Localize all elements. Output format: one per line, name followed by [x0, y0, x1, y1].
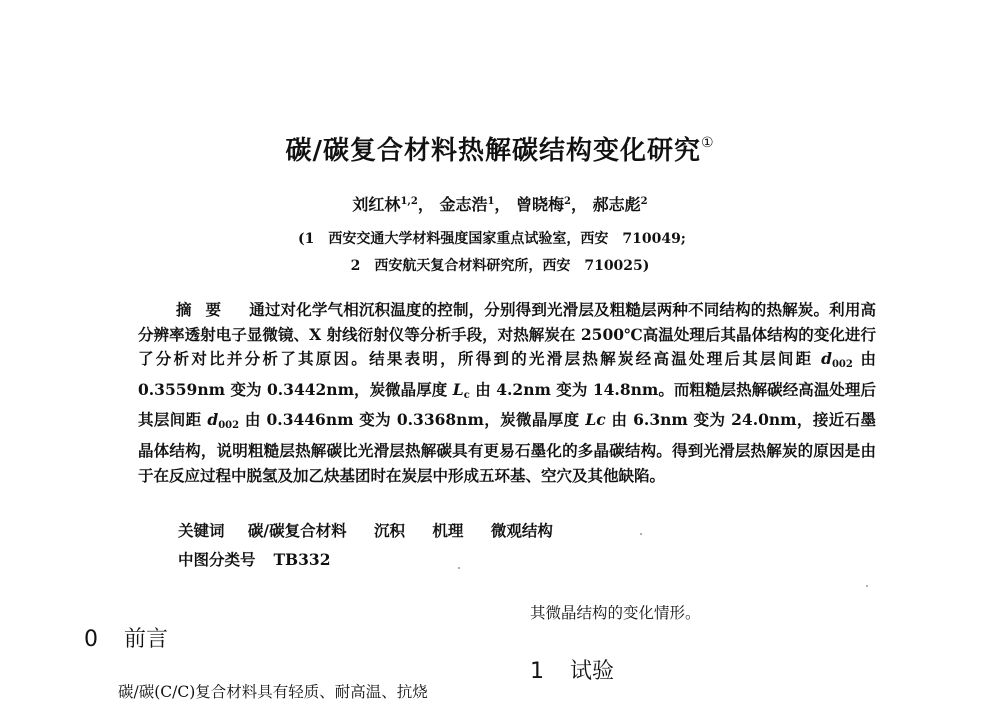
- abstract-text-3: 由 4.2nm 变为 14.8nm。而粗糙层热解碳经高温处理后其层间距: [138, 379, 876, 430]
- keyword: 碳/碳复合材料: [247, 521, 347, 540]
- author: 金志浩$^1$，: [439, 195, 511, 214]
- author: 刘红林$^{1,2}$，: [352, 195, 434, 214]
- keyword: 机理: [432, 521, 464, 540]
- section-number: 1: [530, 659, 544, 684]
- title-footnote-mark: ①: [700, 135, 715, 151]
- author-list: [0, 192, 1000, 215]
- left-column-text: 碳/碳(C/C)复合材料具有轻质、耐高温、抗烧: [118, 683, 428, 701]
- keyword: 沉积: [374, 521, 406, 540]
- lc-symbol: L: [452, 379, 464, 399]
- section-number: 0: [84, 627, 98, 652]
- abstract-label: 摘要: [176, 300, 236, 319]
- section-title: 前言: [124, 627, 169, 652]
- d002-subscript-2: 002: [218, 420, 240, 432]
- lc-subscript: c: [463, 389, 470, 401]
- d002-symbol: d: [821, 349, 832, 369]
- affiliation-1: (1 西安交通大学材料强度国家重点试验室，西安 710049;: [298, 231, 686, 247]
- classification-label: 中图分类号: [178, 550, 256, 569]
- scan-speck: [640, 533, 642, 535]
- keywords: [178, 519, 575, 541]
- scan-speck: [866, 585, 868, 587]
- abstract-text-5: 由 6.3nm 变为 24.0nm，接近石墨晶体结构，说明粗糙层热解碳比光滑层热解碳具有更易石墨化的多晶碳结构。得到光滑层热解炭的原因是由于在反应过程中脱氢及加乙炔基团时在炭层中形成五环基、空穴及其他缺陷。: [138, 410, 876, 485]
- keywords-label: 关键词: [178, 521, 225, 540]
- scan-speck: [458, 567, 460, 569]
- right-column-text: 其微晶结构的变化情形。: [530, 604, 701, 622]
- affiliation-2: 2 西安航天复合材料研究所，西安 710025): [350, 258, 650, 274]
- d002-subscript: 002: [831, 359, 853, 371]
- section-heading-intro: [84, 622, 168, 653]
- paper-title: [0, 130, 1000, 167]
- classification-value: TB332: [273, 550, 331, 569]
- abstract-text-4: 由 0.3446nm 变为 0.3368nm，炭微晶厚度: [239, 410, 586, 430]
- lc-symbol-2: Lc: [585, 410, 606, 430]
- classification-number: [178, 548, 331, 570]
- abstract-text-2: 由 0.3559nm 变为 0.3442nm，炭微晶厚度: [138, 349, 876, 399]
- section-heading-experiment: [530, 654, 614, 685]
- abstract: [138, 298, 876, 488]
- d002-symbol-2: d: [207, 410, 219, 430]
- keyword: 微观结构: [490, 521, 553, 540]
- section-title: 试验: [570, 659, 615, 684]
- abstract-text-1: 通过对化学气相沉积温度的控制，分别得到光滑层及粗糙层两种不同结构的热解炭。利用高分辨率透射电子显微镜、X 射线衍射仪等分析手段，对热解炭在 2500℃高温处理后其晶体结构的变化进行了分析对比并分析了其原因。结果表明，所得到的光滑层热解炭经高温处理后其层间距: [138, 300, 876, 369]
- author: 郝志彪$^2$: [592, 195, 648, 214]
- title-text: 碳/碳复合材料热解碳结构变化研究: [285, 136, 701, 166]
- author: 曾晓梅$^2$，: [516, 195, 588, 214]
